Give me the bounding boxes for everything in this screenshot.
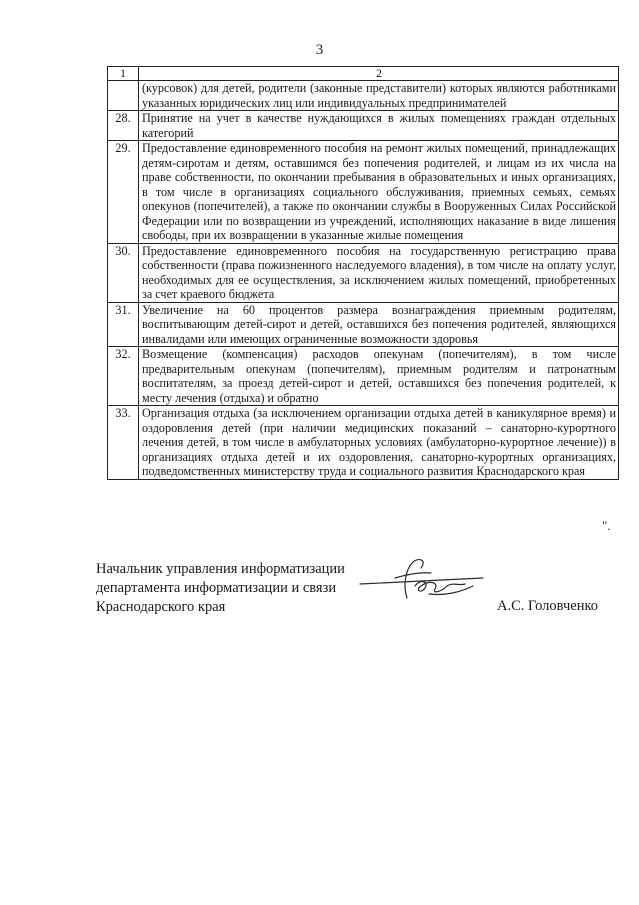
row-number: 33. [108,406,139,480]
row-number: 31. [108,302,139,347]
row-text: Предоставление единовременного пособия на государственную регистрацию права собственности (права пожизненного наследуемого владения), в том числе на оплату услуг, необходимых для ее осуществления, за исключением жилых помещений, приобретенных за счет краевого бюджета [139,243,619,302]
row-number: 32. [108,347,139,406]
services-table [107,66,619,480]
table-header-row [108,67,619,81]
row-text: Увеличение на 60 процентов размера вознаграждения приемным родителям, воспитывающим детей-сирот и детей, оставшихся без попечения родителей, являющихся инвалидами или имеющих ограниченные возможности здоровья [139,302,619,347]
table-row [108,81,619,111]
table-row [108,302,619,347]
signatory-title-line: департамента информатизации и связи [96,580,337,596]
page-number: 3 [315,42,324,58]
signatory-title-line: Краснодарского края [96,599,226,615]
signatory-name: А.С. Головченко [497,598,599,614]
row-text: Возмещение (компенсация) расходов опекунам (попечителям), в том числе предварительным опекунам (попечителям), приемным родителям и патронатным воспитателям, за проезд детей-сирот и детей, оставшихся без попечения родителей, к месту лечения (отдыха) и обратно [139,347,619,406]
row-text: Принятие на учет в качестве нуждающихся в жилых помещениях граждан отдельных категорий [139,111,619,141]
row-text: Предоставление единовременного пособия на ремонт жилых помещений, принадлежащих детям-сиротам и детям, оставшимся без попечения родителей, и лицам из их числа на праве собственности, по окончании пребывания в образовательных и иных организациях, в том числе в организациях социального обслуживания, приемных семьях, семьях опекунов (попечителей), а также по окончании службы в Вооруженных Силах Российской Федерации или по возвращении из учреждений, исполняющих наказание в виде лишения свободы, при их возвращении в указанные жилые помещения [139,141,619,244]
signatory-title [96,560,345,617]
row-text: (курсовок) для детей, родители (законные представители) которых являются работниками указанных юридических лиц или индивидуальных предпринимателей [139,81,619,111]
row-number [108,81,139,111]
signatory-title-line: Начальник управления информатизации [96,561,345,577]
handwritten-signature [355,556,495,608]
header-col-2: 2 [139,67,619,81]
table-row [108,111,619,141]
header-col-1: 1 [108,67,139,81]
row-number: 29. [108,141,139,244]
table-row [108,243,619,302]
row-text: Организация отдыха (за исключением организации отдыха детей в каникулярное время) и оздоровления детей (при наличии медицинских показаний – санаторно-курортного лечения детей, в том числе в амбулаторных условиях (амбулаторно-курортное лечение)) в организациях отдыха детей и их оздоровления, санаторно-курортных организациях, подведомственных министерству труда и социального развития Краснодарского края [139,406,619,480]
table-row [108,141,619,244]
row-number: 28. [108,111,139,141]
table-row [108,406,619,480]
table-row [108,347,619,406]
closing-quote: ". [602,518,611,533]
row-number: 30. [108,243,139,302]
